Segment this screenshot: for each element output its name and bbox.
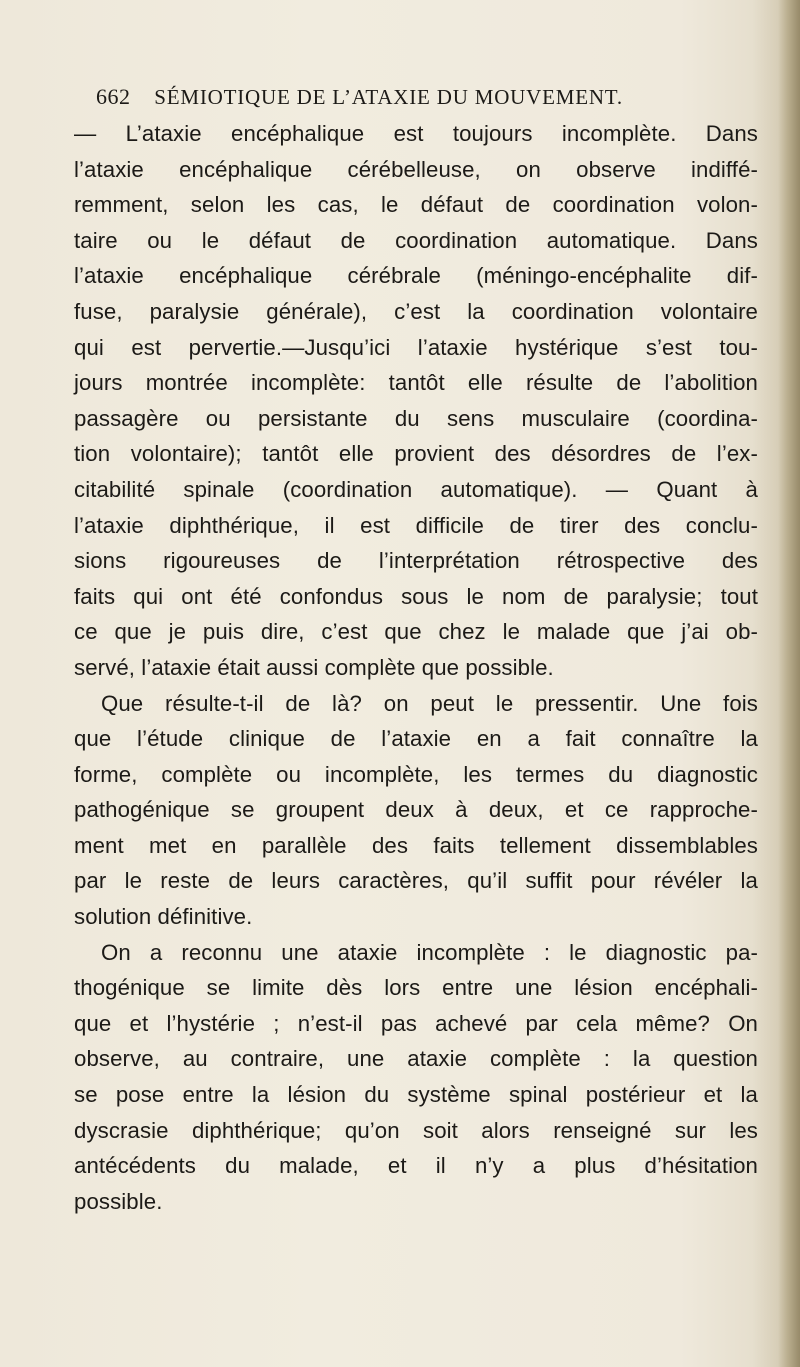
text-line: citabilité spinale (coordination automatique). — Quant à: [74, 476, 758, 502]
text-line: que l’étude clinique de l’ataxie en a fait connaître la: [74, 726, 758, 752]
text-line: passagère ou persistante du sens musculaire (coordina-: [74, 405, 758, 431]
text-line: l’ataxie diphthérique, il est difficile de tirer des conclu-: [74, 512, 758, 538]
text-line: faits qui ont été confondus sous le nom de paralysie; tout: [74, 583, 758, 609]
text-line: ment met en parallèle des faits tellement dissemblables: [74, 832, 758, 858]
text-line: forme, complète ou incomplète, les termes du diagnostic: [74, 761, 758, 787]
text-line: observe, au contraire, une ataxie complète : la question: [74, 1046, 758, 1072]
text-line: se pose entre la lésion du système spinal postérieur et la: [74, 1082, 758, 1108]
text-line: l’ataxie encéphalique cérébrale (méningo-encéphalite dif-: [74, 263, 758, 289]
text-line: — L’ataxie encéphalique est toujours incomplète. Dans: [74, 121, 758, 146]
text-line: On a reconnu une ataxie incomplète : le diagnostic pa-: [101, 939, 758, 965]
text-line: ce que je puis dire, c’est que chez le malade que j’ai ob-: [74, 619, 758, 645]
text-line: par le reste de leurs caractères, qu’il suffit pour révéler la: [74, 868, 758, 894]
text-line: dyscrasie diphthérique; qu’on soit alors renseigné sur les: [74, 1117, 758, 1143]
text-line: fuse, paralysie générale), c’est la coordination volontaire: [74, 298, 758, 324]
text-line: Que résulte-t-il de là? on peut le pressentir. Une fois: [101, 690, 758, 716]
text-line: jours montrée incomplète: tantôt elle résulte de l’abolition: [74, 370, 758, 396]
text-line: thogénique se limite dès lors entre une lésion encéphali-: [74, 975, 758, 1001]
text-line: taire ou le défaut de coordination automatique. Dans: [74, 227, 758, 253]
text-line: l’ataxie encéphalique cérébelleuse, on observe indiffé-: [74, 156, 758, 182]
text-line: qui est pervertie.—Jusqu’ici l’ataxie hystérique s’est tou-: [74, 334, 758, 360]
text-line: antécédents du malade, et il n’y a plus d’hésitation: [74, 1153, 758, 1179]
text-line: que et l’hystérie ; n’est-il pas achevé par cela même? On: [74, 1010, 758, 1036]
text-line: pathogénique se groupent deux à deux, et ce rapproche-: [74, 797, 758, 823]
page-edge-shadow: [778, 0, 800, 1367]
running-title: SÉMIOTIQUE DE L’ATAXIE DU MOUVEMENT.: [154, 85, 623, 109]
page-number: 662: [96, 84, 131, 109]
text-line: servé, l’ataxie était aussi complète que possible.: [74, 654, 554, 680]
text-line: sions rigoureuses de l’interprétation rétrospective des: [74, 548, 758, 574]
text-line: possible.: [74, 1188, 163, 1214]
body-text: [74, 116, 758, 1219]
page-header: [96, 84, 736, 118]
text-line: tion volontaire); tantôt elle provient des désordres de l’ex-: [74, 441, 758, 467]
text-line: solution définitive.: [74, 904, 253, 930]
text-line: remment, selon les cas, le défaut de coordination volon-: [74, 192, 758, 218]
